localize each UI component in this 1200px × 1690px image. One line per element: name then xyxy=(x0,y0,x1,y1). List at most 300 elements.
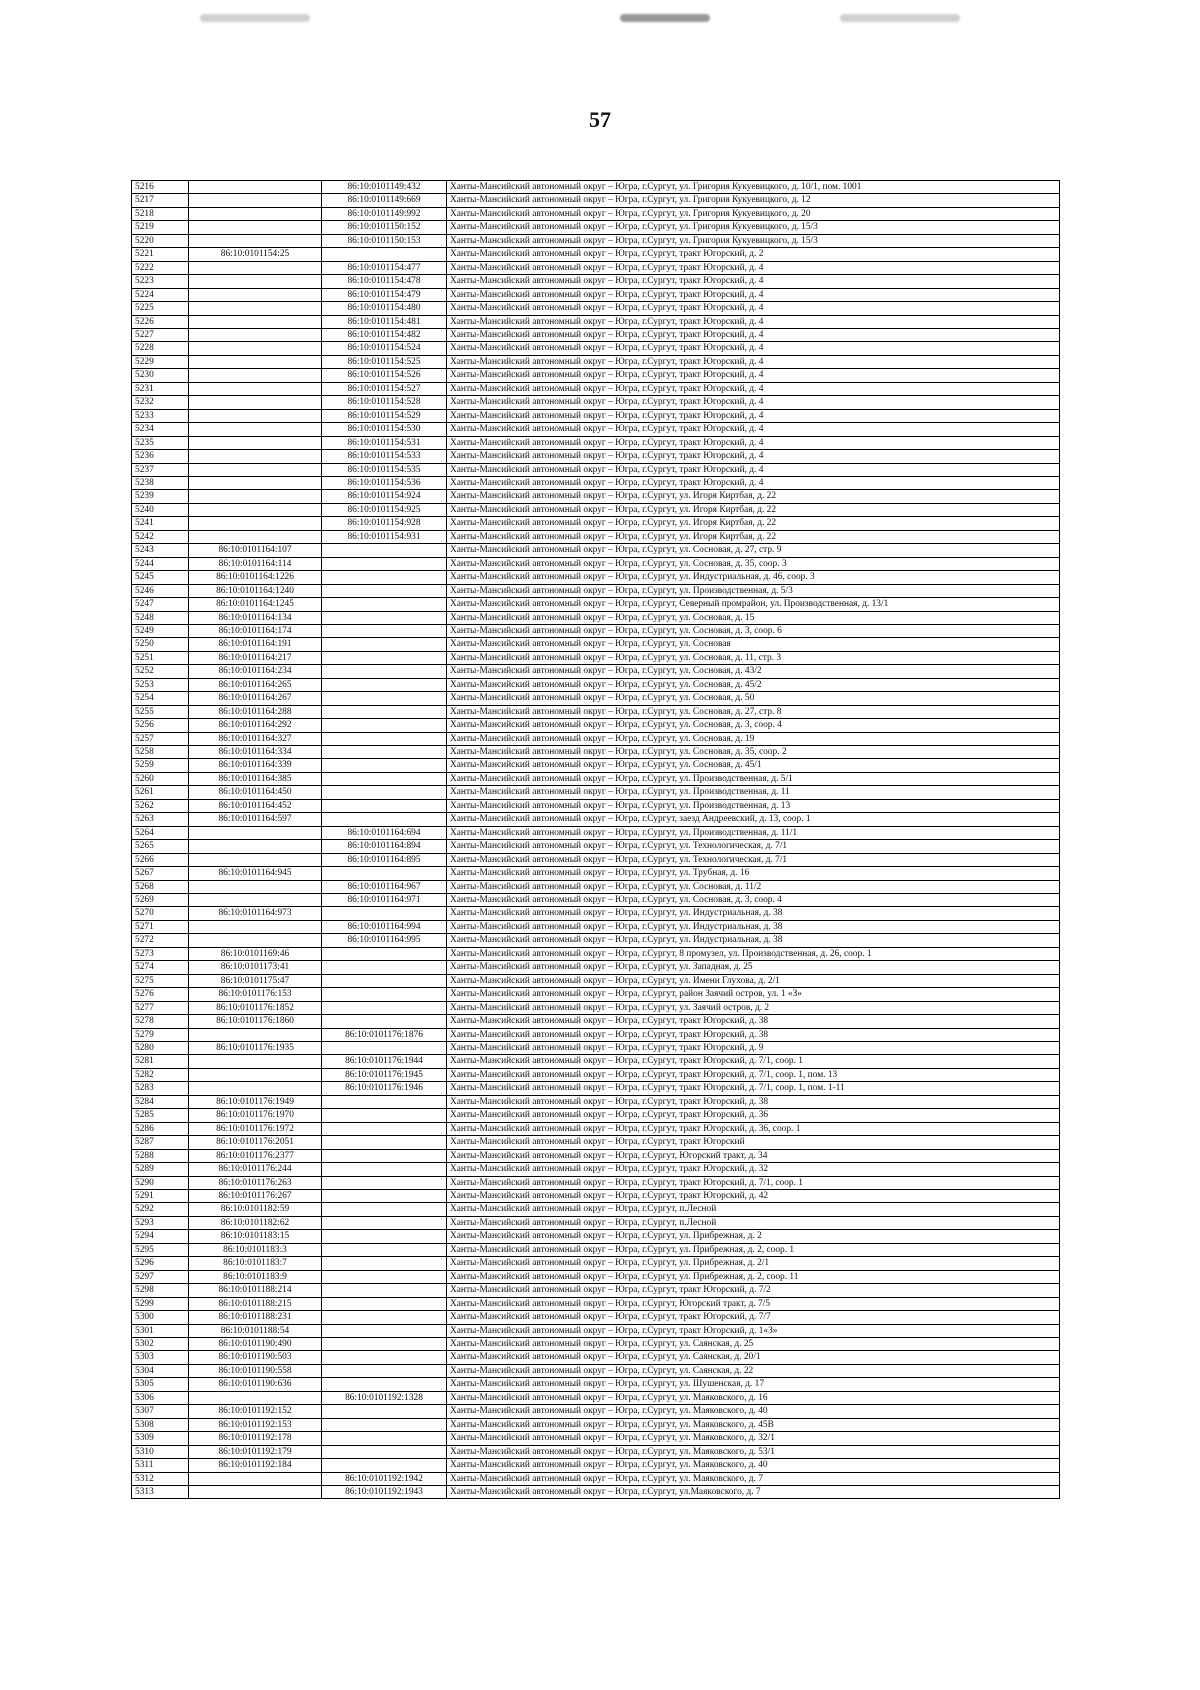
land-cadastral-number-cell: 86:10:0101164:191 xyxy=(189,638,322,651)
land-cadastral-number-cell: 86:10:0101183:9 xyxy=(189,1270,322,1283)
table-row xyxy=(132,1163,1060,1176)
table-row xyxy=(132,638,1060,651)
land-cadastral-number-cell: 86:10:0101164:327 xyxy=(189,732,322,745)
building-cadastral-number-cell: 86:10:0101154:928 xyxy=(322,517,447,530)
address-cell: Ханты-Мансийский автономный округ – Югра, г.Сургут, тракт Югорский, д. 7/1, соор. 1, пом. 13 xyxy=(447,1068,1060,1081)
table-row xyxy=(132,355,1060,368)
table-row xyxy=(132,315,1060,328)
building-cadastral-number-cell xyxy=(322,719,447,732)
table-row xyxy=(132,369,1060,382)
building-cadastral-number-cell xyxy=(322,1042,447,1055)
table-row xyxy=(132,1311,1060,1324)
building-cadastral-number-cell: 86:10:0101164:994 xyxy=(322,920,447,933)
building-cadastral-number-cell xyxy=(322,786,447,799)
building-cadastral-number-cell xyxy=(322,1149,447,1162)
land-cadastral-number-cell xyxy=(189,853,322,866)
row-number-cell: 5247 xyxy=(132,598,189,611)
land-cadastral-number-cell: 86:10:0101164:450 xyxy=(189,786,322,799)
table-row xyxy=(132,1418,1060,1431)
table-row xyxy=(132,571,1060,584)
table-row xyxy=(132,624,1060,637)
row-number-cell: 5246 xyxy=(132,584,189,597)
row-number-cell: 5256 xyxy=(132,719,189,732)
building-cadastral-number-cell: 86:10:0101154:924 xyxy=(322,490,447,503)
row-number-cell: 5260 xyxy=(132,772,189,785)
land-cadastral-number-cell xyxy=(189,1082,322,1095)
address-cell: Ханты-Мансийский автономный округ – Югра, г.Сургут, ул. Производственная, д. 11 xyxy=(447,786,1060,799)
address-cell: Ханты-Мансийский автономный округ – Югра, г.Сургут, ул. Прибрежная, д. 2/1 xyxy=(447,1257,1060,1270)
row-number-cell: 5297 xyxy=(132,1270,189,1283)
land-cadastral-number-cell: 86:10:0101183:7 xyxy=(189,1257,322,1270)
table-row xyxy=(132,342,1060,355)
address-cell: Ханты-Мансийский автономный округ – Югра, г.Сургут, ул. Сосновая, д. 3, соор. 4 xyxy=(447,719,1060,732)
building-cadastral-number-cell: 86:10:0101149:669 xyxy=(322,194,447,207)
land-cadastral-number-cell: 86:10:0101183:3 xyxy=(189,1243,322,1256)
address-cell: Ханты-Мансийский автономный округ – Югра, г.Сургут, тракт Югорский, д. 2 xyxy=(447,248,1060,261)
building-cadastral-number-cell xyxy=(322,974,447,987)
table-row xyxy=(132,920,1060,933)
land-cadastral-number-cell: 86:10:0101164:265 xyxy=(189,678,322,691)
building-cadastral-number-cell xyxy=(322,544,447,557)
row-number-cell: 5273 xyxy=(132,947,189,960)
building-cadastral-number-cell xyxy=(322,1001,447,1014)
address-cell: Ханты-Мансийский автономный округ – Югра, г.Сургут, тракт Югорский, д. 7/7 xyxy=(447,1311,1060,1324)
address-cell: Ханты-Мансийский автономный округ – Югра, г.Сургут, тракт Югорский, д. 1«З» xyxy=(447,1324,1060,1337)
land-cadastral-number-cell xyxy=(189,894,322,907)
table-row xyxy=(132,1001,1060,1014)
row-number-cell: 5259 xyxy=(132,759,189,772)
address-cell: Ханты-Мансийский автономный округ – Югра, г.Сургут, тракт Югорский, д. 4 xyxy=(447,302,1060,315)
building-cadastral-number-cell xyxy=(322,1432,447,1445)
table-row xyxy=(132,450,1060,463)
table-row xyxy=(132,1082,1060,1095)
scan-artifact xyxy=(840,14,960,22)
address-cell: Ханты-Мансийский автономный округ – Югра, г.Сургут, ул. Производственная, д. 13 xyxy=(447,799,1060,812)
building-cadastral-number-cell xyxy=(322,1418,447,1431)
land-cadastral-number-cell: 86:10:0101176:1970 xyxy=(189,1109,322,1122)
row-number-cell: 5263 xyxy=(132,813,189,826)
row-number-cell: 5230 xyxy=(132,369,189,382)
land-cadastral-number-cell xyxy=(189,920,322,933)
building-cadastral-number-cell: 86:10:0101154:524 xyxy=(322,342,447,355)
table-row xyxy=(132,1378,1060,1391)
land-cadastral-number-cell: 86:10:0101164:334 xyxy=(189,746,322,759)
row-number-cell: 5312 xyxy=(132,1472,189,1485)
table-row xyxy=(132,988,1060,1001)
address-cell: Ханты-Мансийский автономный округ – Югра, г.Сургут, ул. Сосновая, д. 3, соор. 4 xyxy=(447,894,1060,907)
land-cadastral-number-cell: 86:10:0101188:214 xyxy=(189,1284,322,1297)
address-cell: Ханты-Мансийский автономный округ – Югра, г.Сургут, ул. Производственная, д. 11/1 xyxy=(447,826,1060,839)
address-cell: Ханты-Мансийский автономный округ – Югра, г.Сургут, ул. Григория Кукуевицкого, д. 12 xyxy=(447,194,1060,207)
row-number-cell: 5254 xyxy=(132,692,189,705)
address-cell: Ханты-Мансийский автономный округ – Югра, г.Сургут, тракт Югорский, д. 9 xyxy=(447,1042,1060,1055)
land-cadastral-number-cell: 86:10:0101182:59 xyxy=(189,1203,322,1216)
table-row xyxy=(132,409,1060,422)
address-cell: Ханты-Мансийский автономный округ – Югра, г.Сургут, ул. Заячий остров, д. 2 xyxy=(447,1001,1060,1014)
land-cadastral-number-cell xyxy=(189,261,322,274)
row-number-cell: 5219 xyxy=(132,221,189,234)
table-row xyxy=(132,1136,1060,1149)
address-cell: Ханты-Мансийский автономный округ – Югра, г.Сургут, ул. Технологическая, д. 7/1 xyxy=(447,853,1060,866)
address-cell: Ханты-Мансийский автономный округ – Югра, г.Сургут, ул. Производственная, д. 5/1 xyxy=(447,772,1060,785)
address-cell: Ханты-Мансийский автономный округ – Югра, г.Сургут, тракт Югорский, д. 42 xyxy=(447,1189,1060,1202)
table-row xyxy=(132,261,1060,274)
table-row xyxy=(132,934,1060,947)
land-cadastral-number-cell: 86:10:0101176:1935 xyxy=(189,1042,322,1055)
address-cell: Ханты-Мансийский автономный округ – Югра, г.Сургут, тракт Югорский, д. 4 xyxy=(447,409,1060,422)
land-cadastral-number-cell: 86:10:0101183:15 xyxy=(189,1230,322,1243)
address-cell: Ханты-Мансийский автономный округ – Югра, г.Сургут, тракт Югорский, д. 4 xyxy=(447,423,1060,436)
address-cell: Ханты-Мансийский автономный округ – Югра, г.Сургут, п.Лесной xyxy=(447,1216,1060,1229)
building-cadastral-number-cell: 86:10:0101176:1945 xyxy=(322,1068,447,1081)
building-cadastral-number-cell xyxy=(322,732,447,745)
address-cell: Ханты-Мансийский автономный округ – Югра, г.Сургут, тракт Югорский, д. 7/1, соор. 1 xyxy=(447,1055,1060,1068)
row-number-cell: 5306 xyxy=(132,1391,189,1404)
building-cadastral-number-cell xyxy=(322,1216,447,1229)
row-number-cell: 5227 xyxy=(132,328,189,341)
building-cadastral-number-cell xyxy=(322,665,447,678)
land-cadastral-number-cell: 86:10:0101192:178 xyxy=(189,1432,322,1445)
row-number-cell: 5295 xyxy=(132,1243,189,1256)
table-row xyxy=(132,490,1060,503)
land-cadastral-number-cell: 86:10:0101176:263 xyxy=(189,1176,322,1189)
table-row xyxy=(132,1337,1060,1350)
address-cell: Ханты-Мансийский автономный округ – Югра, г.Сургут, ул. Сосновая, д. 11/2 xyxy=(447,880,1060,893)
table-row xyxy=(132,1028,1060,1041)
table-row xyxy=(132,826,1060,839)
table-row xyxy=(132,382,1060,395)
row-number-cell: 5258 xyxy=(132,746,189,759)
building-cadastral-number-cell xyxy=(322,799,447,812)
table-row xyxy=(132,1445,1060,1458)
table-row xyxy=(132,234,1060,247)
row-number-cell: 5290 xyxy=(132,1176,189,1189)
row-number-cell: 5277 xyxy=(132,1001,189,1014)
building-cadastral-number-cell: 86:10:0101154:535 xyxy=(322,463,447,476)
address-cell: Ханты-Мансийский автономный округ – Югра, г.Сургут, тракт Югорский, д. 7/2 xyxy=(447,1284,1060,1297)
address-cell: Ханты-Мансийский автономный округ – Югра, г.Сургут, ул. Игоря Киртбая, д. 22 xyxy=(447,517,1060,530)
table-row xyxy=(132,302,1060,315)
row-number-cell: 5308 xyxy=(132,1418,189,1431)
row-number-cell: 5266 xyxy=(132,853,189,866)
row-number-cell: 5289 xyxy=(132,1163,189,1176)
building-cadastral-number-cell xyxy=(322,1405,447,1418)
land-cadastral-number-cell: 86:10:0101164:134 xyxy=(189,611,322,624)
address-cell: Ханты-Мансийский автономный округ – Югра, г.Сургут, тракт Югорский, д. 4 xyxy=(447,315,1060,328)
table-row xyxy=(132,1485,1060,1498)
table-row xyxy=(132,181,1060,194)
row-number-cell: 5272 xyxy=(132,934,189,947)
land-cadastral-number-cell: 86:10:0101164:174 xyxy=(189,624,322,637)
row-number-cell: 5304 xyxy=(132,1364,189,1377)
row-number-cell: 5239 xyxy=(132,490,189,503)
table-row xyxy=(132,530,1060,543)
row-number-cell: 5284 xyxy=(132,1095,189,1108)
row-number-cell: 5261 xyxy=(132,786,189,799)
land-cadastral-number-cell xyxy=(189,1028,322,1041)
address-cell: Ханты-Мансийский автономный округ – Югра, г.Сургут, Северный промрайон, ул. Производственная, д. 13/1 xyxy=(447,598,1060,611)
row-number-cell: 5244 xyxy=(132,557,189,570)
land-cadastral-number-cell: 86:10:0101164:339 xyxy=(189,759,322,772)
address-cell: Ханты-Мансийский автономный округ – Югра, г.Сургут, ул. Игоря Киртбая, д. 22 xyxy=(447,503,1060,516)
land-cadastral-number-cell: 86:10:0101190:636 xyxy=(189,1378,322,1391)
row-number-cell: 5294 xyxy=(132,1230,189,1243)
building-cadastral-number-cell: 86:10:0101154:480 xyxy=(322,302,447,315)
building-cadastral-number-cell xyxy=(322,1015,447,1028)
building-cadastral-number-cell xyxy=(322,1337,447,1350)
land-cadastral-number-cell xyxy=(189,490,322,503)
land-cadastral-number-cell: 86:10:0101190:503 xyxy=(189,1351,322,1364)
row-number-cell: 5237 xyxy=(132,463,189,476)
row-number-cell: 5251 xyxy=(132,651,189,664)
row-number-cell: 5286 xyxy=(132,1122,189,1135)
table-row xyxy=(132,1055,1060,1068)
row-number-cell: 5262 xyxy=(132,799,189,812)
land-cadastral-number-cell xyxy=(189,369,322,382)
address-cell: Ханты-Мансийский автономный округ – Югра, г.Сургут, ул. Сосновая, д. 43/2 xyxy=(447,665,1060,678)
building-cadastral-number-cell xyxy=(322,598,447,611)
land-cadastral-number-cell xyxy=(189,423,322,436)
building-cadastral-number-cell: 86:10:0101149:992 xyxy=(322,207,447,220)
address-cell: Ханты-Мансийский автономный округ – Югра, г.Сургут, ул. Прибрежная, д. 2, соор. 1 xyxy=(447,1243,1060,1256)
land-cadastral-number-cell: 86:10:0101192:153 xyxy=(189,1418,322,1431)
table-row xyxy=(132,1243,1060,1256)
building-cadastral-number-cell: 86:10:0101164:995 xyxy=(322,934,447,947)
address-cell: Ханты-Мансийский автономный округ – Югра, г.Сургут, тракт Югорский, д. 4 xyxy=(447,355,1060,368)
row-number-cell: 5287 xyxy=(132,1136,189,1149)
land-cadastral-number-cell xyxy=(189,275,322,288)
row-number-cell: 5231 xyxy=(132,382,189,395)
address-cell: Ханты-Мансийский автономный округ – Югра, г.Сургут, 8 промузел, ул. Производственная, д. 26, соор. 1 xyxy=(447,947,1060,960)
address-cell: Ханты-Мансийский автономный округ – Югра, г.Сургут, Югорский тракт, д. 34 xyxy=(447,1149,1060,1162)
table-row xyxy=(132,692,1060,705)
row-number-cell: 5218 xyxy=(132,207,189,220)
address-cell: Ханты-Мансийский автономный округ – Югра, г.Сургут, тракт Югорский, д. 4 xyxy=(447,382,1060,395)
table-row xyxy=(132,517,1060,530)
row-number-cell: 5307 xyxy=(132,1405,189,1418)
address-cell: Ханты-Мансийский автономный округ – Югра, г.Сургут, ул. Игоря Киртбая, д. 22 xyxy=(447,490,1060,503)
table-row xyxy=(132,396,1060,409)
address-cell: Ханты-Мансийский автономный округ – Югра, г.Сургут, ул. Григория Кукуевицкого, д. 10/1, пом. 1001 xyxy=(447,181,1060,194)
row-number-cell: 5309 xyxy=(132,1432,189,1445)
registry-table xyxy=(131,180,1060,1499)
land-cadastral-number-cell xyxy=(189,1068,322,1081)
building-cadastral-number-cell xyxy=(322,813,447,826)
address-cell: Ханты-Мансийский автономный округ – Югра, г.Сургут, ул. Сосновая, д. 19 xyxy=(447,732,1060,745)
land-cadastral-number-cell: 86:10:0101164:107 xyxy=(189,544,322,557)
table-row xyxy=(132,705,1060,718)
land-cadastral-number-cell: 86:10:0101176:2377 xyxy=(189,1149,322,1162)
land-cadastral-number-cell xyxy=(189,826,322,839)
address-cell: Ханты-Мансийский автономный округ – Югра, г.Сургут, ул. Маяковского, д. 32/1 xyxy=(447,1432,1060,1445)
address-cell: Ханты-Мансийский автономный округ – Югра, г.Сургут, тракт Югорский, д. 36 xyxy=(447,1109,1060,1122)
table-row xyxy=(132,1432,1060,1445)
row-number-cell: 5293 xyxy=(132,1216,189,1229)
table-row xyxy=(132,463,1060,476)
row-number-cell: 5269 xyxy=(132,894,189,907)
address-cell: Ханты-Мансийский автономный округ – Югра, г.Сургут, тракт Югорский, д. 32 xyxy=(447,1163,1060,1176)
address-cell: Ханты-Мансийский автономный округ – Югра, г.Сургут, ул. Сосновая xyxy=(447,638,1060,651)
table-row xyxy=(132,1149,1060,1162)
row-number-cell: 5300 xyxy=(132,1311,189,1324)
land-cadastral-number-cell: 86:10:0101164:234 xyxy=(189,665,322,678)
row-number-cell: 5234 xyxy=(132,423,189,436)
land-cadastral-number-cell xyxy=(189,315,322,328)
row-number-cell: 5281 xyxy=(132,1055,189,1068)
land-cadastral-number-cell: 86:10:0101190:558 xyxy=(189,1364,322,1377)
address-cell: Ханты-Мансийский автономный округ – Югра, г.Сургут, ул. Западная, д. 25 xyxy=(447,961,1060,974)
table-row xyxy=(132,1351,1060,1364)
land-cadastral-number-cell xyxy=(189,840,322,853)
building-cadastral-number-cell: 86:10:0101150:152 xyxy=(322,221,447,234)
building-cadastral-number-cell xyxy=(322,557,447,570)
table-row xyxy=(132,1189,1060,1202)
address-cell: Ханты-Мансийский автономный округ – Югра, г.Сургут, тракт Югорский, д. 36, соор. 1 xyxy=(447,1122,1060,1135)
row-number-cell: 5226 xyxy=(132,315,189,328)
address-cell: Ханты-Мансийский автономный округ – Югра, г.Сургут, ул. Сосновая, д. 11, стр. 3 xyxy=(447,651,1060,664)
table-row xyxy=(132,436,1060,449)
table-row xyxy=(132,1284,1060,1297)
building-cadastral-number-cell: 86:10:0101154:482 xyxy=(322,328,447,341)
address-cell: Ханты-Мансийский автономный округ – Югра, г.Сургут, ул. Маяковского, д. 40 xyxy=(447,1405,1060,1418)
land-cadastral-number-cell xyxy=(189,234,322,247)
land-cadastral-number-cell xyxy=(189,1055,322,1068)
building-cadastral-number-cell xyxy=(322,248,447,261)
address-cell: Ханты-Мансийский автономный округ – Югра, г.Сургут, ул. Сосновая, д. 27, стр. 8 xyxy=(447,705,1060,718)
building-cadastral-number-cell: 86:10:0101164:895 xyxy=(322,853,447,866)
land-cadastral-number-cell xyxy=(189,1472,322,1485)
row-number-cell: 5285 xyxy=(132,1109,189,1122)
address-cell: Ханты-Мансийский автономный округ – Югра, г.Сургут, ул. Сосновая, д. 15 xyxy=(447,611,1060,624)
building-cadastral-number-cell: 86:10:0101154:530 xyxy=(322,423,447,436)
land-cadastral-number-cell xyxy=(189,1391,322,1404)
row-number-cell: 5220 xyxy=(132,234,189,247)
address-cell: Ханты-Мансийский автономный округ – Югра, г.Сургут, тракт Югорский, д. 4 xyxy=(447,450,1060,463)
address-cell: Ханты-Мансийский автономный округ – Югра, г.Сургут, тракт Югорский, д. 4 xyxy=(447,275,1060,288)
row-number-cell: 5305 xyxy=(132,1378,189,1391)
row-number-cell: 5249 xyxy=(132,624,189,637)
land-cadastral-number-cell: 86:10:0101176:2051 xyxy=(189,1136,322,1149)
table-row xyxy=(132,1230,1060,1243)
address-cell: Ханты-Мансийский автономный округ – Югра, г.Сургут, тракт Югорский, д. 38 xyxy=(447,1015,1060,1028)
building-cadastral-number-cell: 86:10:0101164:894 xyxy=(322,840,447,853)
building-cadastral-number-cell xyxy=(322,1189,447,1202)
land-cadastral-number-cell: 86:10:0101188:215 xyxy=(189,1297,322,1310)
building-cadastral-number-cell xyxy=(322,1176,447,1189)
building-cadastral-number-cell xyxy=(322,1163,447,1176)
row-number-cell: 5302 xyxy=(132,1337,189,1350)
row-number-cell: 5313 xyxy=(132,1485,189,1498)
land-cadastral-number-cell xyxy=(189,530,322,543)
page-number: 57 xyxy=(589,107,611,132)
address-cell: Ханты-Мансийский автономный округ – Югра, г.Сургут, ул. Производственная, д. 5/3 xyxy=(447,584,1060,597)
address-cell: Ханты-Мансийский автономный округ – Югра, г.Сургут, ул. Григория Кукуевицкого, д. 15/3 xyxy=(447,221,1060,234)
row-number-cell: 5257 xyxy=(132,732,189,745)
building-cadastral-number-cell xyxy=(322,1095,447,1108)
land-cadastral-number-cell: 86:10:0101190:490 xyxy=(189,1337,322,1350)
table-row xyxy=(132,1297,1060,1310)
land-cadastral-number-cell: 86:10:0101164:452 xyxy=(189,799,322,812)
row-number-cell: 5278 xyxy=(132,1015,189,1028)
row-number-cell: 5228 xyxy=(132,342,189,355)
land-cadastral-number-cell: 86:10:0101164:945 xyxy=(189,867,322,880)
building-cadastral-number-cell: 86:10:0101154:533 xyxy=(322,450,447,463)
table-row xyxy=(132,1391,1060,1404)
building-cadastral-number-cell: 86:10:0101176:1944 xyxy=(322,1055,447,1068)
building-cadastral-number-cell xyxy=(322,1378,447,1391)
building-cadastral-number-cell: 86:10:0101154:478 xyxy=(322,275,447,288)
land-cadastral-number-cell xyxy=(189,503,322,516)
land-cadastral-number-cell: 86:10:0101188:54 xyxy=(189,1324,322,1337)
table-row xyxy=(132,544,1060,557)
table-row xyxy=(132,1364,1060,1377)
row-number-cell: 5225 xyxy=(132,302,189,315)
building-cadastral-number-cell xyxy=(322,1230,447,1243)
building-cadastral-number-cell: 86:10:0101154:536 xyxy=(322,476,447,489)
row-number-cell: 5283 xyxy=(132,1082,189,1095)
land-cadastral-number-cell: 86:10:0101176:1949 xyxy=(189,1095,322,1108)
building-cadastral-number-cell xyxy=(322,584,447,597)
table-row xyxy=(132,1095,1060,1108)
building-cadastral-number-cell: 86:10:0101192:1943 xyxy=(322,1485,447,1498)
row-number-cell: 5271 xyxy=(132,920,189,933)
address-cell: Ханты-Мансийский автономный округ – Югра, г.Сургут, ул. Сосновая, д. 27, стр. 9 xyxy=(447,544,1060,557)
address-cell: Ханты-Мансийский автономный округ – Югра, г.Сургут, ул. Технологическая, д. 7/1 xyxy=(447,840,1060,853)
address-cell: Ханты-Мансийский автономный округ – Югра, г.Сургут, тракт Югорский, д. 38 xyxy=(447,1028,1060,1041)
land-cadastral-number-cell xyxy=(189,934,322,947)
table-row xyxy=(132,1176,1060,1189)
building-cadastral-number-cell xyxy=(322,1364,447,1377)
table-row xyxy=(132,907,1060,920)
land-cadastral-number-cell: 86:10:0101164:114 xyxy=(189,557,322,570)
land-cadastral-number-cell xyxy=(189,880,322,893)
building-cadastral-number-cell: 86:10:0101154:527 xyxy=(322,382,447,395)
table-row xyxy=(132,1203,1060,1216)
table-row xyxy=(132,651,1060,664)
row-number-cell: 5299 xyxy=(132,1297,189,1310)
building-cadastral-number-cell: 86:10:0101192:1942 xyxy=(322,1472,447,1485)
address-cell: Ханты-Мансийский автономный округ – Югра, г.Сургут, ул. Саянская, д. 20/1 xyxy=(447,1351,1060,1364)
address-cell: Ханты-Мансийский автономный округ – Югра, г.Сургут, тракт Югорский, д. 4 xyxy=(447,476,1060,489)
land-cadastral-number-cell xyxy=(189,476,322,489)
building-cadastral-number-cell xyxy=(322,624,447,637)
land-cadastral-number-cell: 86:10:0101173:41 xyxy=(189,961,322,974)
address-cell: Ханты-Мансийский автономный округ – Югра, г.Сургут, тракт Югорский, д. 7/1, соор. 1, пом. 1-11 xyxy=(447,1082,1060,1095)
table-row xyxy=(132,961,1060,974)
row-number-cell: 5221 xyxy=(132,248,189,261)
building-cadastral-number-cell: 86:10:0101154:526 xyxy=(322,369,447,382)
table-row xyxy=(132,598,1060,611)
address-cell: Ханты-Мансийский автономный округ – Югра, г.Сургут, ул.Маяковского, д. 7 xyxy=(447,1485,1060,1498)
row-number-cell: 5245 xyxy=(132,571,189,584)
table-row xyxy=(132,1472,1060,1485)
registry-table-body xyxy=(132,181,1060,1499)
building-cadastral-number-cell xyxy=(322,1351,447,1364)
row-number-cell: 5238 xyxy=(132,476,189,489)
address-cell: Ханты-Мансийский автономный округ – Югра, г.Сургут, ул. Григория Кукуевицкого, д. 15/3 xyxy=(447,234,1060,247)
building-cadastral-number-cell xyxy=(322,651,447,664)
building-cadastral-number-cell xyxy=(322,947,447,960)
land-cadastral-number-cell xyxy=(189,1485,322,1498)
row-number-cell: 5229 xyxy=(132,355,189,368)
table-row xyxy=(132,880,1060,893)
table-row xyxy=(132,719,1060,732)
table-row xyxy=(132,759,1060,772)
address-cell: Ханты-Мансийский автономный округ – Югра, г.Сургут, ул. Маяковского, д. 7 xyxy=(447,1472,1060,1485)
land-cadastral-number-cell: 86:10:0101176:1972 xyxy=(189,1122,322,1135)
address-cell: Ханты-Мансийский автономный округ – Югра, г.Сургут, тракт Югорский, д. 38 xyxy=(447,1095,1060,1108)
land-cadastral-number-cell: 86:10:0101182:62 xyxy=(189,1216,322,1229)
